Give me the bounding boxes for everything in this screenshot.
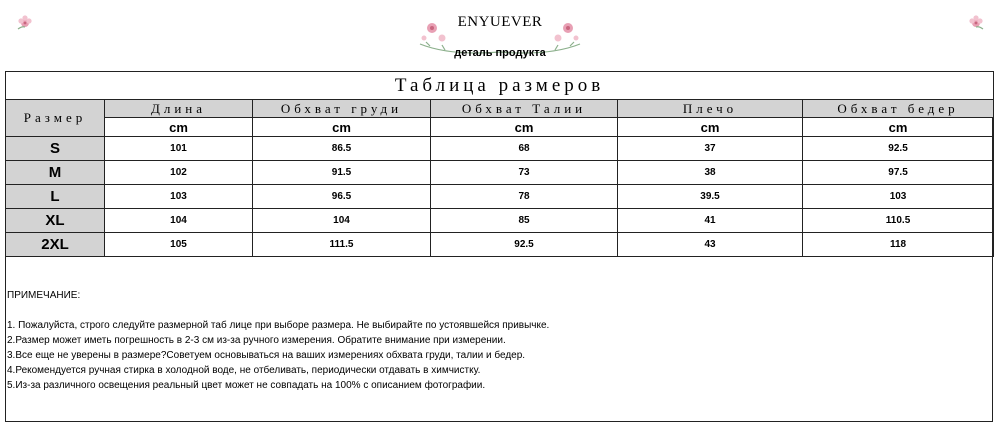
page-subtitle: деталь продукта	[454, 47, 546, 59]
value-cell: 92.5	[803, 137, 994, 161]
value-cell: 86.5	[253, 137, 431, 161]
notes-heading: ПРИМЕЧАНИЕ:	[7, 290, 81, 301]
size-cell: L	[6, 185, 105, 209]
size-cell: M	[6, 161, 105, 185]
value-cell: 104	[105, 209, 253, 233]
value-cell: 97.5	[803, 161, 994, 185]
value-cell: 92.5	[431, 233, 618, 257]
table-row	[6, 233, 994, 257]
table-row	[6, 137, 994, 161]
value-cell: 118	[803, 233, 994, 257]
column-header-bust: Обхват груди	[253, 100, 431, 118]
size-column-header: Размер	[6, 100, 105, 137]
page-header	[0, 0, 1000, 70]
table-title: Таблица размеров	[6, 72, 994, 100]
value-cell: 111.5	[253, 233, 431, 257]
value-cell: 43	[618, 233, 803, 257]
column-header-waist: Обхват Талии	[431, 100, 618, 118]
value-cell: 39.5	[618, 185, 803, 209]
note-line: 4.Рекомендуется ручная стирка в холодной воде, не отбеливать, периодически отдавать в химчистку.	[7, 365, 481, 376]
table-row	[6, 161, 994, 185]
value-cell: 73	[431, 161, 618, 185]
value-cell: 91.5	[253, 161, 431, 185]
column-header-shoulder: Плечо	[618, 100, 803, 118]
value-cell: 78	[431, 185, 618, 209]
value-cell: 41	[618, 209, 803, 233]
note-line: 3.Все еще не уверены в размере?Советуем основываться на ваших измерениях обхвата груди, талии и бедер.	[7, 350, 526, 361]
value-cell: 68	[431, 137, 618, 161]
unit-label: cm	[431, 118, 618, 137]
value-cell: 105	[105, 233, 253, 257]
value-cell: 102	[105, 161, 253, 185]
value-cell: 96.5	[253, 185, 431, 209]
column-header-hip: Обхват бедер	[803, 100, 994, 118]
size-cell: 2XL	[6, 233, 105, 257]
note-line: 5.Из-за различного освещения реальный цвет может не совпадать на 100% с описанием фотографии.	[7, 380, 486, 391]
column-header-length: Длина	[105, 100, 253, 118]
value-cell: 38	[618, 161, 803, 185]
brand-name: ENYUEVER	[457, 14, 543, 30]
size-table	[5, 71, 994, 257]
value-cell: 103	[803, 185, 994, 209]
value-cell: 101	[105, 137, 253, 161]
value-cell: 104	[253, 209, 431, 233]
value-cell: 37	[618, 137, 803, 161]
size-cell: S	[6, 137, 105, 161]
unit-label: cm	[105, 118, 253, 137]
unit-label: cm	[803, 118, 994, 137]
note-line: 1. Пожалуйста, строго следуйте размерной таб лице при выборе размера. Не выбирайте по устоявшейся привычке.	[7, 320, 550, 331]
value-cell: 103	[105, 185, 253, 209]
table-row	[6, 209, 994, 233]
note-line: 2.Размер может иметь погрешность в 2-3 см из-за ручного измерения. Обратите внимание при измерении.	[7, 335, 506, 346]
unit-label: cm	[618, 118, 803, 137]
value-cell: 110.5	[803, 209, 994, 233]
value-cell: 85	[431, 209, 618, 233]
unit-label: cm	[253, 118, 431, 137]
notes-section	[7, 288, 987, 393]
size-cell: XL	[6, 209, 105, 233]
table-row	[6, 185, 994, 209]
